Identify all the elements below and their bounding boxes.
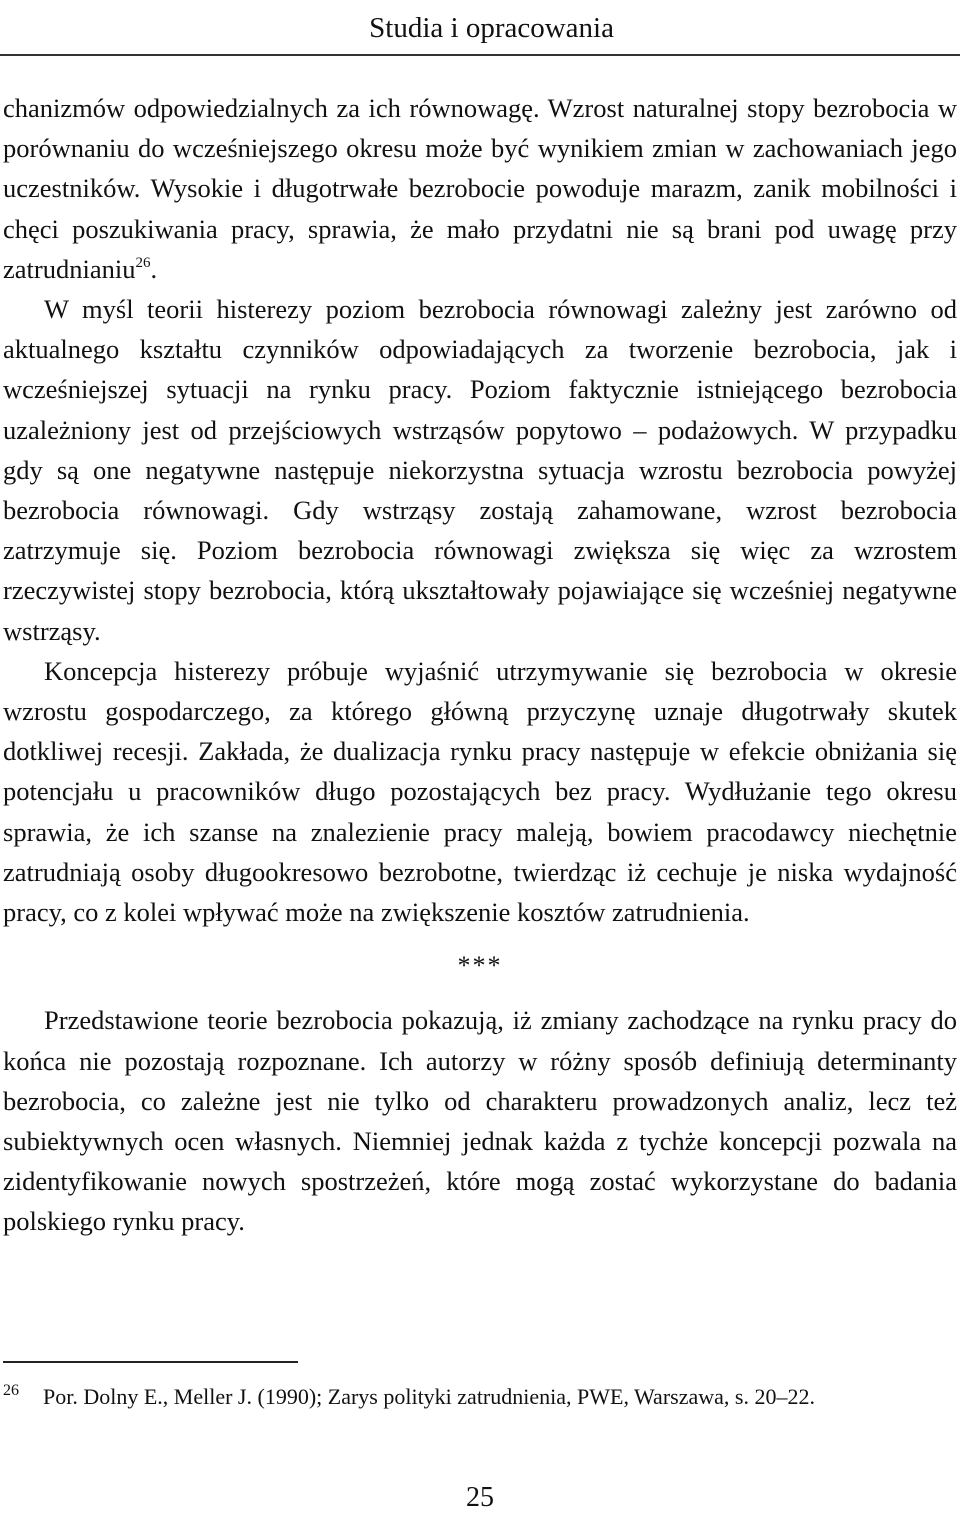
footnote-number: 26 xyxy=(3,1382,19,1399)
footnote-text: Por. Dolny E., Meller J. (1990); Zarys polityki zatrudnienia, PWE, Warszawa, s. 20–22. xyxy=(43,1384,815,1409)
paragraph-conclusion: Przedstawione teorie bezrobocia pokazują, iż zmiany zachodzące na rynku pracy do końca nie pozostają rozpoznane. Ich autorzy w różny sposób definiują determinanty bezrobocia, co zależne jest nie tylko od charakteru prowadzonych analiz, lecz też subiektywnych ocen własnych. Niemniej jednak każda z tychże koncepcji pozwala na zidentyfikowanie nowych spostrzeżeń, które mogą zostać wykorzystane do badania polskiego rynku pracy. xyxy=(3,1005,957,1237)
main-text xyxy=(3,88,957,1242)
footnote-reference[interactable]: 26 xyxy=(135,254,151,271)
running-header-title: Studia i opracowania xyxy=(369,12,614,44)
paragraph-text: chanizmów odpowiedzialnych za ich równowagę. Wzrost naturalnej stopy bezrobocia w porównaniu do wcześniejszego okresu może być wynikiem zmian w zachowaniach jego uczestników. Wysokie i długotrwałe bezrobocie powoduje marazm, zanik mobilności i chęci poszukiwania pracy, sprawia, że mało przydatni nie są brani pod uwagę przy zatrudnianiu xyxy=(3,93,957,284)
footnote xyxy=(3,1381,957,1413)
section-separator: *** xyxy=(457,951,503,981)
paragraph-end-punctuation: . xyxy=(150,253,158,284)
running-header xyxy=(0,0,960,56)
paragraph-hysteresis-concept: Koncepcja histerezy próbuje wyjaśnić utrzymywanie się bezrobocia w okresie wzrostu gospodarczego, za którego główną przyczynę uznaje długotrwały skutek dotkliwej recesji. Zakłada, że dualizacja rynku pracy następuje w efekcie obniżania się potencjału u pracowników długo pozostających bez pracy. Wydłużanie tego okresu sprawia, że ich szanse na znalezienie pracy maleją, bowiem pracodawcy niechętnie zatrudniają osoby długookresowo bezrobotne, twierdząc iż cechuje je niska wydajność pracy, co z kolei wpływać może na zwiększenie kosztów zatrudnienia. xyxy=(3,655,957,928)
page-number: 25 xyxy=(466,1482,494,1513)
paragraph-continued xyxy=(3,88,957,289)
footnote-divider xyxy=(3,1361,298,1363)
paragraph-hysteresis-definition: W myśl teorii histerezy poziom bezrobocia równowagi zależny jest zarówno od aktualnego kształtu czynników odpowiadających za tworzenie bezrobocia, jak i wcześniejszej sytuacji na rynku pracy. Poziom faktycznie istniejącego bezrobocia uzależniony jest od przejściowych wstrząsów popytowo – podażowych. W przypadku gdy są one negatywne następuje niekorzystna sytuacja wzrostu bezrobocia powyżej bezrobocia równowagi. Gdy wstrząsy zostają zahamowane, wzrost bezrobocia zatrzymuje się. Poziom bezrobocia równowagi zwiększa się więc za wzrostem rzeczywistej stopy bezrobocia, którą ukształtowały pojawiające się wcześniej negatywne wstrząsy. xyxy=(3,294,957,646)
